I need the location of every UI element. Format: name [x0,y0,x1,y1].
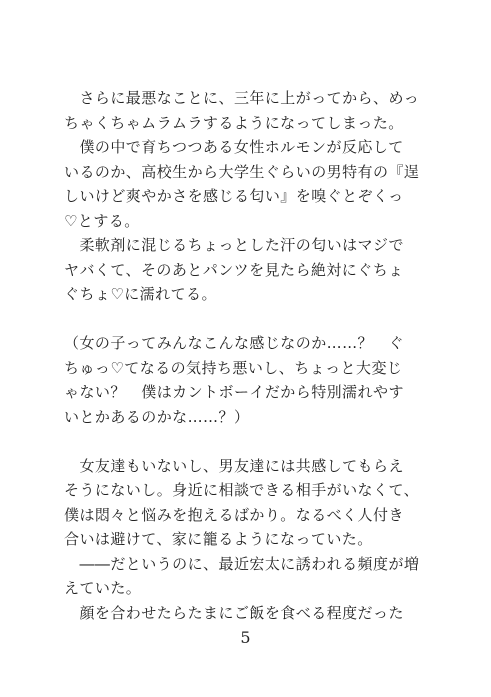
text-line: ちゃくちゃムラムラするようになってしまった。 [64,113,404,132]
text-line: 女友達もいないし、男友達には共感してもらえ [64,456,404,475]
text-line: ぐちょ♡に濡れてる。 [64,285,217,303]
text-line: ♡とする。 [64,211,140,230]
page-number: 5 [240,628,251,647]
text-line: ゃない？ 僕はカントボーイだから特別濡れやす [64,383,404,401]
text-line: 柔軟剤に混じるちょっとした汗の匂いはマジで [64,236,404,254]
text-line: さらに最悪なことに、三年に上がってから、めっ [64,89,420,107]
blank-line [64,429,434,454]
text-line: えていた。 [64,579,142,597]
text-line: 僕は悶々と悩みを抱えるばかり。なるべく人付き [64,505,404,524]
body-text [64,86,434,625]
text-line: （女の子ってみんなこんな感じなのか……？ ぐ [64,334,404,352]
text-line: 顔を合わせたらたまにご飯を食べる程度だった [64,603,404,622]
text-line: いるのか、高校生から大学生ぐらいの男特有の『逞 [64,162,420,181]
text-line: ちゅっ♡てなるの気持ち悪いし、ちょっと大変じ [64,358,403,377]
text-line: いとかあるのかな……？） [64,407,250,426]
text-line: 合いは避けて、家に籠るようになっていた。 [64,530,373,548]
text-line: ――だというのに、最近宏太に誘われる頻度が増 [64,554,420,573]
text-line: 僕の中で育ちつつある女性ホルモンが反応して [64,138,404,156]
text-line: ヤバくて、そのあとパンツを見たら絶対にぐちょ [64,260,404,279]
text-line: しいけど爽やかさを感じる匂い』を嗅ぐとぞくっ [64,187,404,205]
blank-line [64,307,434,332]
text-line: そうにないし。身近に相談できる相手がいなくて、 [64,481,420,499]
